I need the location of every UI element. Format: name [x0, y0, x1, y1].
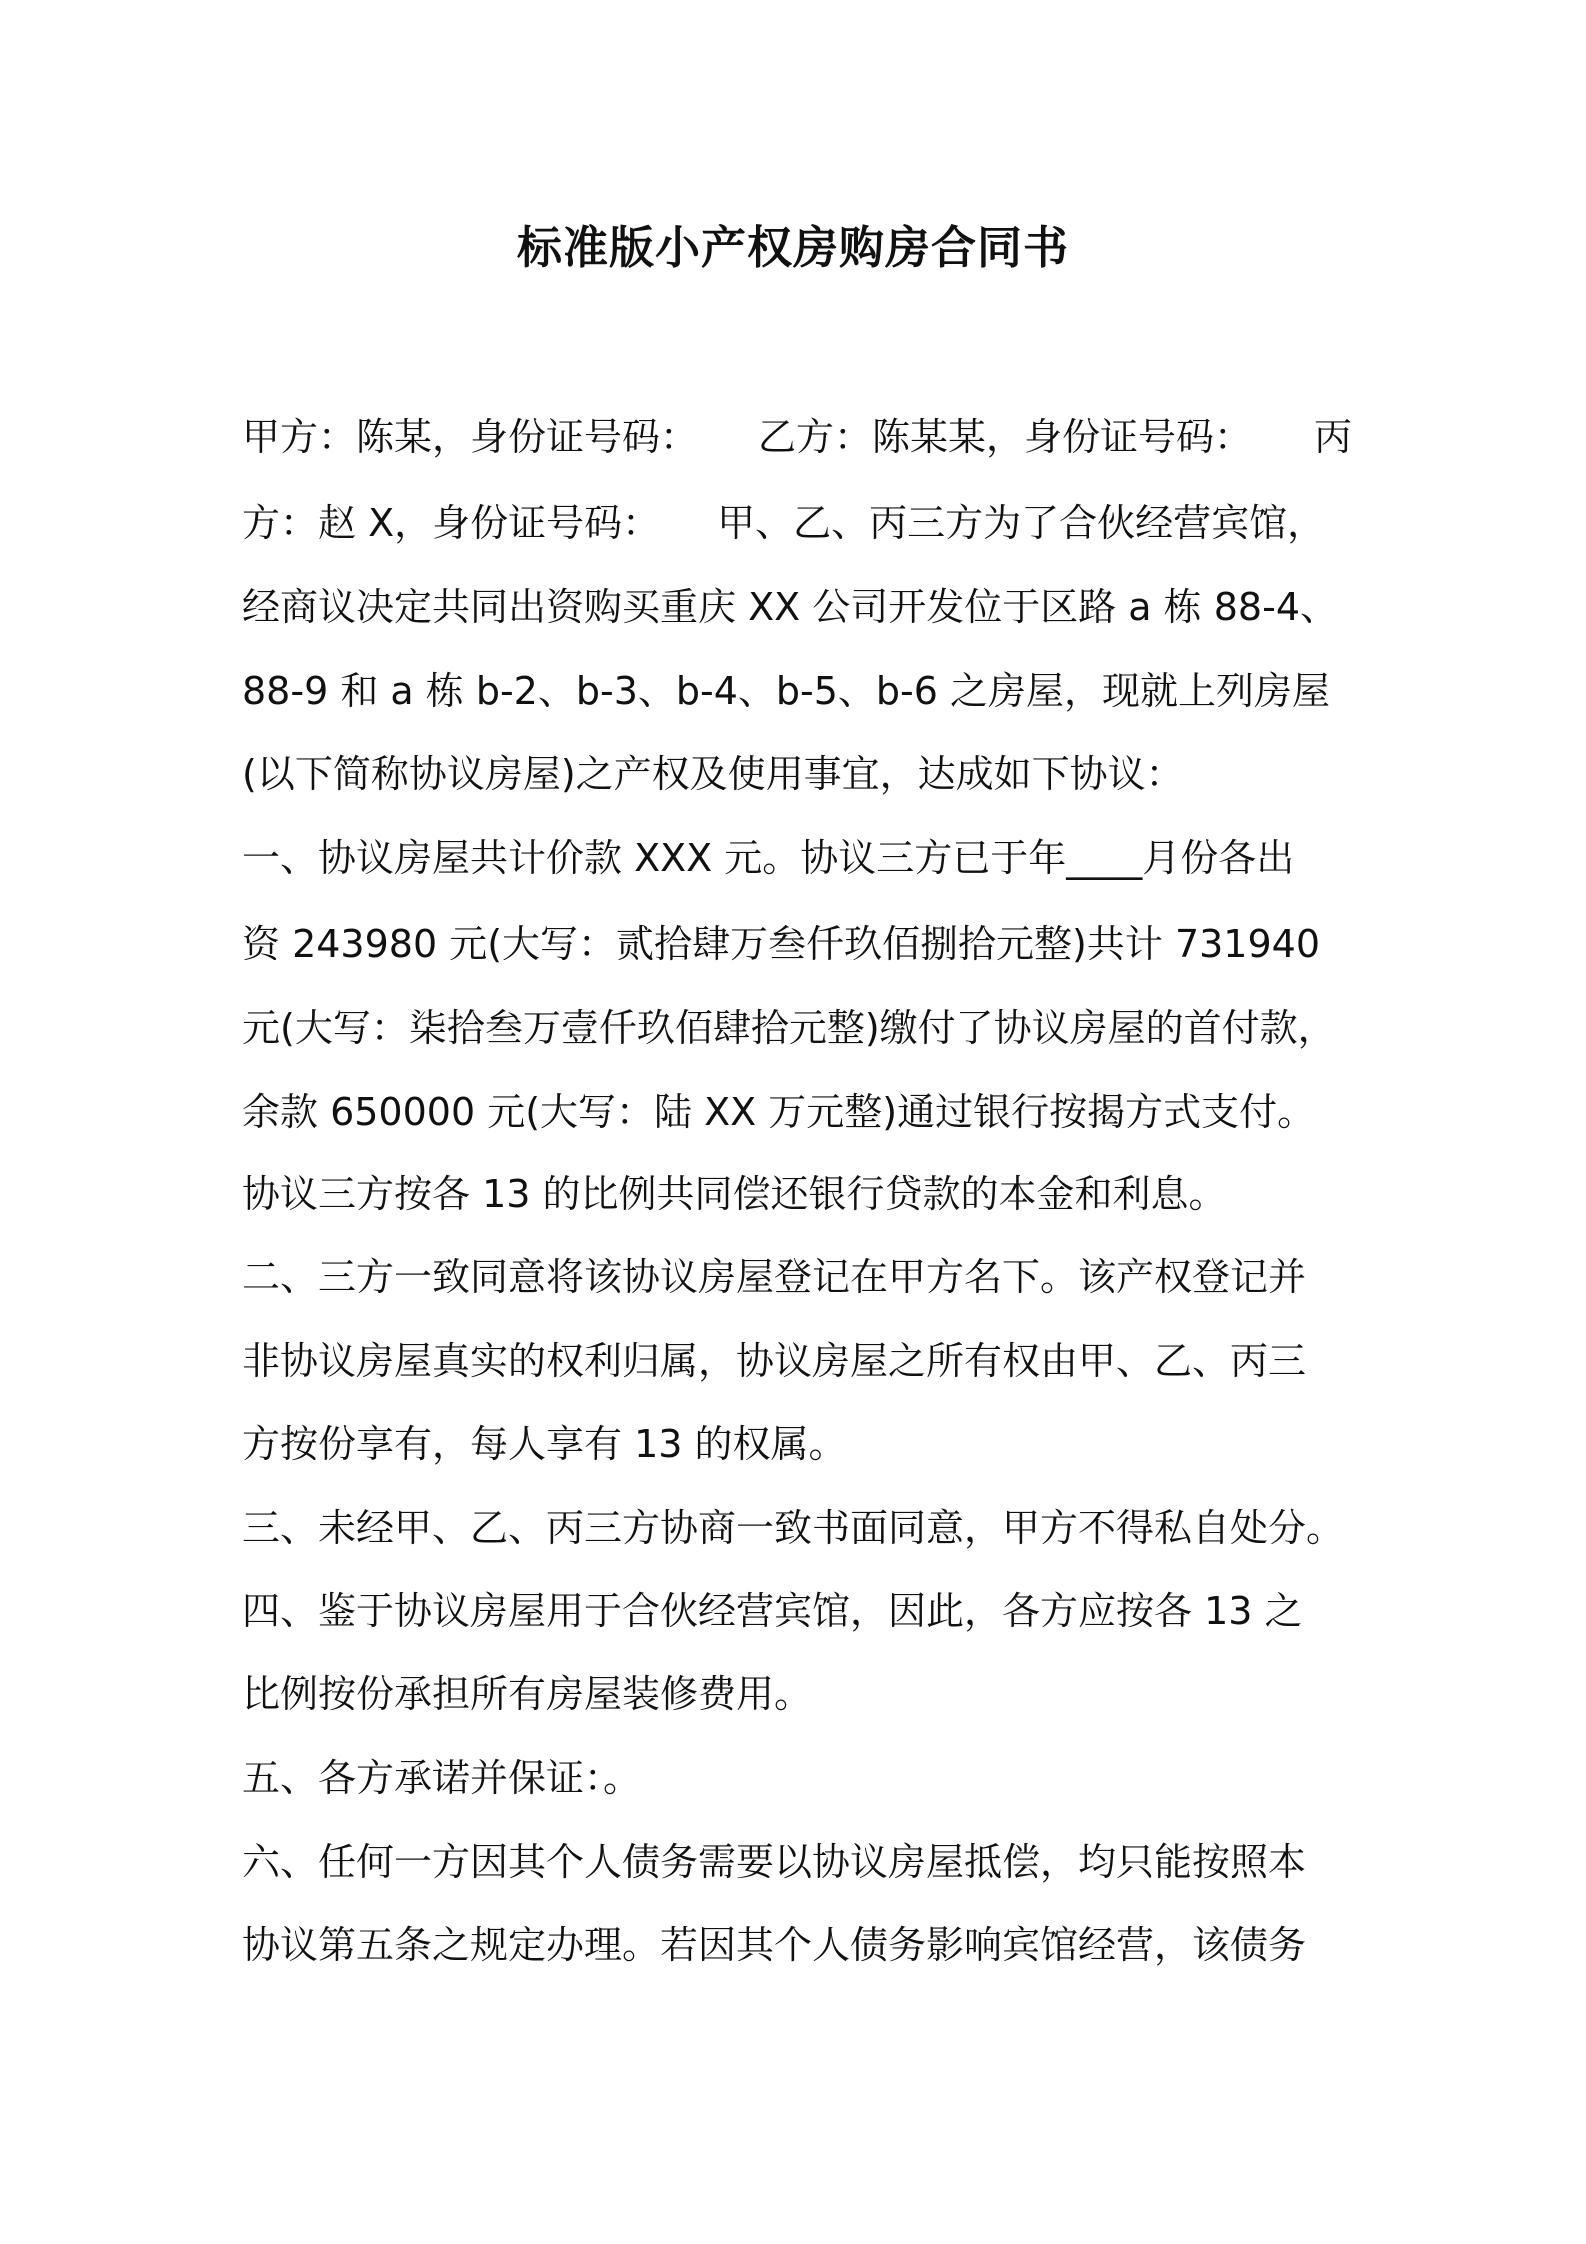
party-c-start: 丙 [1314, 415, 1353, 459]
body-line: 经商议决定共同出资购买重庆 XX 公司开发位于区路 a 栋 88-4、 [242, 585, 1338, 629]
parties-line [242, 409, 1352, 465]
clause-1-start: 一、协议房屋共计价款 XXX 元。协议三方已于年____月份各出 [242, 836, 1295, 880]
body-line: 非协议房屋真实的权利归属，协议房屋之所有权由甲、乙、丙三 [242, 1339, 1307, 1383]
party-a-label: 甲方：陈某，身份证号码： [242, 415, 699, 459]
document-title: 标准版小产权房购房合同书 [516, 221, 1069, 274]
body-line: (以下简称协议房屋)之产权及使用事宜，达成如下协议： [242, 752, 1184, 796]
clause-3: 三、未经甲、乙、丙三方协商一致书面同意，甲方不得私自处分。 [242, 1506, 1345, 1550]
body-line: 方：赵 X，身份证号码： 甲、乙、丙三方为了合伙经营宾馆， [242, 501, 1326, 545]
body-line: 比例按份承担所有房屋装修费用。 [242, 1672, 813, 1716]
clause-6-start: 六、任何一方因其个人债务需要以协议房屋抵偿，均只能按照本 [242, 1840, 1307, 1884]
body-line: 88-9 和 a 栋 b-2、b-3、b-4、b-5、b-6 之房屋，现就上列房屋 [242, 669, 1330, 713]
body-line: 协议第五条之规定办理。若因其个人债务影响宾馆经营，该债务 [242, 1923, 1307, 1967]
body-line: 协议三方按各 13 的比例共同偿还银行贷款的本金和利息。 [242, 1172, 1227, 1216]
body-line: 方按份享有，每人享有 13 的权属。 [242, 1422, 847, 1466]
body-line: 余款 650000 元(大写：陆 XX 万元整)通过银行按揭方式支付。 [242, 1090, 1316, 1134]
body-line: 元(大写：柒拾叁万壹仟玖佰肆拾元整)缴付了协议房屋的首付款， [242, 1006, 1336, 1050]
body-line: 资 243980 元(大写：贰拾肆万叁仟玖佰捌拾元整)共计 731940 [242, 922, 1321, 966]
clause-4-start: 四、鉴于协议房屋用于合伙经营宾馆，因此，各方应按各 13 之 [242, 1589, 1303, 1633]
clause-2-start: 二、三方一致同意将该协议房屋登记在甲方名下。该产权登记并 [242, 1255, 1307, 1299]
clause-5: 五、各方承诺并保证：。 [242, 1756, 642, 1800]
party-b-label: 乙方：陈某某，身份证号码： [758, 415, 1253, 459]
